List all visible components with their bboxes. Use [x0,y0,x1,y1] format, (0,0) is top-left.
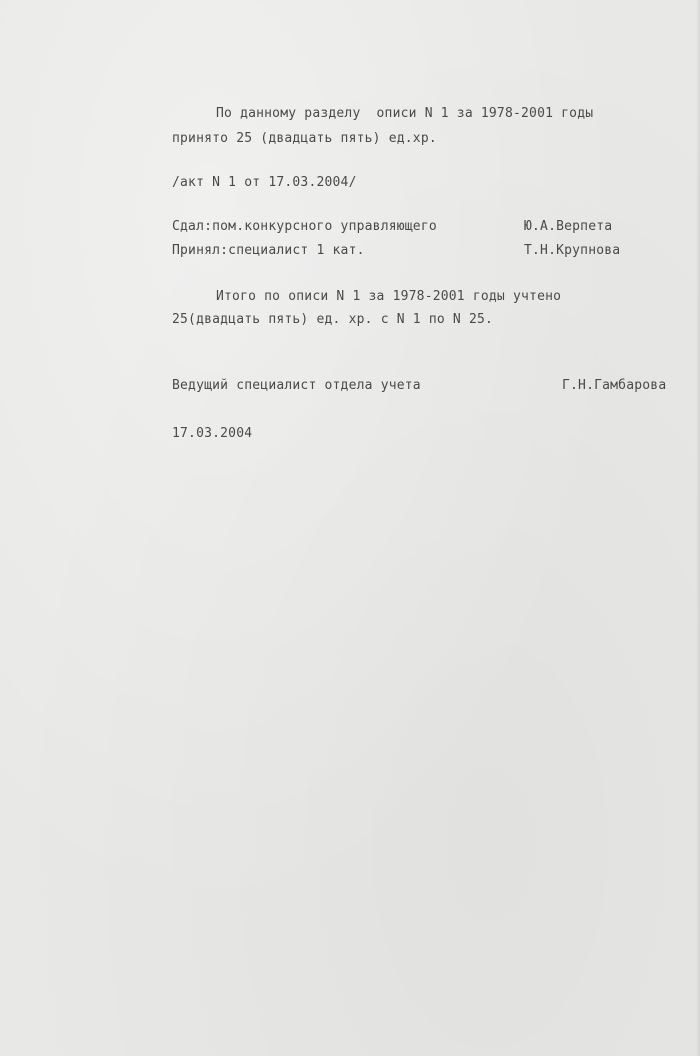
act-reference: /акт N 1 от 17.03.2004/ [172,175,357,190]
total-line-2: 25(двадцать пять) ед. хр. с N 1 по N 25. [172,312,494,327]
received-by-label: Принял:специалист 1 кат. [172,243,365,258]
signatory-position: Ведущий специалист отдела учета [172,378,421,393]
summary-line-1: По данному разделу описи N 1 за 1978-2001 годы [216,106,594,121]
page-edge-shadow [696,0,700,1056]
total-line-1: Итого по описи N 1 за 1978-2001 годы учтено [216,289,562,304]
received-by-name: Т.Н.Крупнова [524,243,621,258]
document-date: 17.03.2004 [172,426,253,441]
signatory-name: Г.Н.Гамбарова [562,378,667,393]
delivered-by-name: Ю.А.Верпета [524,219,613,234]
summary-line-2: принято 25 (двадцать пять) ед.хр. [172,131,437,146]
delivered-by-label: Сдал:пом.конкурсного управляющего [172,219,437,234]
